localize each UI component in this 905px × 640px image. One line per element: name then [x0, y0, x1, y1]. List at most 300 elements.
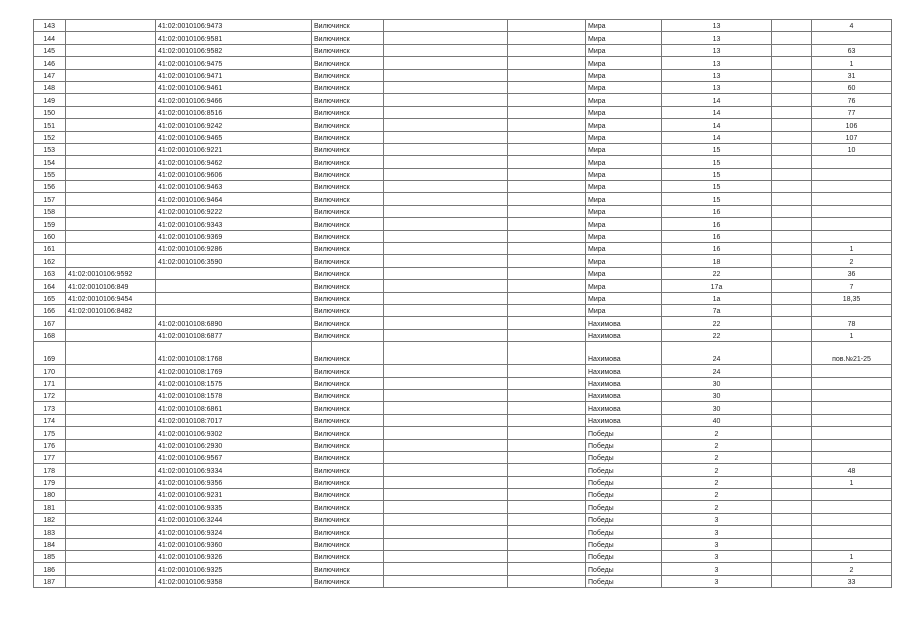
- row-number: 149: [34, 94, 66, 106]
- cadastral-number-a: [66, 243, 156, 255]
- empty-cell: [508, 255, 586, 267]
- apartment-cell: [812, 156, 892, 168]
- street-cell: Мира: [586, 106, 662, 118]
- empty-cell: [384, 32, 508, 44]
- table-row: [34, 402, 892, 414]
- cadastral-number-b: 41:02:0010106:9286: [156, 243, 312, 255]
- city-cell: Вилючинск: [312, 427, 384, 439]
- house-cell: 2: [662, 464, 772, 476]
- empty-cell: [384, 230, 508, 242]
- house-cell: 2: [662, 427, 772, 439]
- empty-cell: [508, 451, 586, 463]
- house-cell: 2: [662, 489, 772, 501]
- empty-cell: [384, 81, 508, 93]
- city-cell: Вилючинск: [312, 304, 384, 316]
- row-number: 183: [34, 526, 66, 538]
- empty-cell: [508, 57, 586, 69]
- apartment-cell: [812, 377, 892, 389]
- apartment-cell: 31: [812, 69, 892, 81]
- street-cell: Мира: [586, 168, 662, 180]
- apartment-cell: 1: [812, 243, 892, 255]
- street-cell: Победы: [586, 451, 662, 463]
- city-cell: Вилючинск: [312, 513, 384, 525]
- empty-cell: [384, 57, 508, 69]
- table-row: [34, 464, 892, 476]
- row-number: 180: [34, 489, 66, 501]
- row-number: 144: [34, 32, 66, 44]
- empty-cell: [384, 193, 508, 205]
- street-cell: Победы: [586, 464, 662, 476]
- apartment-cell: 1: [812, 551, 892, 563]
- house-cell: 2: [662, 501, 772, 513]
- empty-cell: [772, 280, 812, 292]
- property-register-table: [33, 19, 892, 588]
- city-cell: Вилючинск: [312, 389, 384, 401]
- house-cell: 15: [662, 181, 772, 193]
- table-body: [34, 20, 892, 588]
- apartment-cell: 106: [812, 119, 892, 131]
- empty-cell: [772, 292, 812, 304]
- apartment-cell: 60: [812, 81, 892, 93]
- cadastral-number-a: [66, 389, 156, 401]
- street-cell: Мира: [586, 255, 662, 267]
- row-number: 184: [34, 538, 66, 550]
- cadastral-number-a: [66, 317, 156, 329]
- house-cell: 2: [662, 439, 772, 451]
- city-cell: Вилючинск: [312, 32, 384, 44]
- empty-cell: [772, 205, 812, 217]
- table-row: [34, 342, 892, 365]
- street-cell: Победы: [586, 439, 662, 451]
- table-row: [34, 476, 892, 488]
- street-cell: Мира: [586, 304, 662, 316]
- row-number: 168: [34, 329, 66, 341]
- cadastral-number-b: 41:02:0010106:9475: [156, 57, 312, 69]
- row-number: 159: [34, 218, 66, 230]
- cadastral-number-b: 41:02:0010106:9462: [156, 156, 312, 168]
- empty-cell: [772, 501, 812, 513]
- cadastral-number-b: 41:02:0010106:9222: [156, 205, 312, 217]
- apartment-cell: [812, 304, 892, 316]
- table-row: [34, 489, 892, 501]
- table-row: [34, 230, 892, 242]
- table-row: [34, 32, 892, 44]
- table-row: [34, 414, 892, 426]
- apartment-cell: [812, 230, 892, 242]
- house-cell: 22: [662, 267, 772, 279]
- row-number: 178: [34, 464, 66, 476]
- cadastral-number-b: 41:02:0010106:2930: [156, 439, 312, 451]
- apartment-cell: 4: [812, 20, 892, 32]
- apartment-cell: 1: [812, 329, 892, 341]
- empty-cell: [508, 243, 586, 255]
- cadastral-number-b: 41:02:0010106:9473: [156, 20, 312, 32]
- street-cell: Мира: [586, 143, 662, 155]
- street-cell: Победы: [586, 526, 662, 538]
- city-cell: Вилючинск: [312, 439, 384, 451]
- cadastral-number-b: 41:02:0010108:6861: [156, 402, 312, 414]
- table-row: [34, 119, 892, 131]
- table-row: [34, 292, 892, 304]
- table-row: [34, 280, 892, 292]
- house-cell: 3: [662, 575, 772, 587]
- cadastral-number-a: 41:02:0010106:9454: [66, 292, 156, 304]
- empty-cell: [384, 575, 508, 587]
- empty-cell: [384, 304, 508, 316]
- empty-cell: [384, 377, 508, 389]
- cadastral-number-a: [66, 131, 156, 143]
- city-cell: Вилючинск: [312, 205, 384, 217]
- row-number: 143: [34, 20, 66, 32]
- apartment-cell: [812, 402, 892, 414]
- empty-cell: [508, 181, 586, 193]
- house-cell: 14: [662, 106, 772, 118]
- street-cell: Нахимова: [586, 365, 662, 377]
- cadastral-number-b: 41:02:0010106:9231: [156, 489, 312, 501]
- empty-cell: [508, 464, 586, 476]
- empty-cell: [384, 563, 508, 575]
- street-cell: Мира: [586, 44, 662, 56]
- row-number: 167: [34, 317, 66, 329]
- house-cell: 3: [662, 538, 772, 550]
- empty-cell: [508, 156, 586, 168]
- empty-cell: [508, 439, 586, 451]
- table-row: [34, 44, 892, 56]
- house-cell: 24: [662, 342, 772, 365]
- house-cell: 16: [662, 243, 772, 255]
- empty-cell: [772, 377, 812, 389]
- empty-cell: [508, 218, 586, 230]
- empty-cell: [508, 193, 586, 205]
- city-cell: Вилючинск: [312, 243, 384, 255]
- house-cell: 3: [662, 551, 772, 563]
- empty-cell: [772, 563, 812, 575]
- empty-cell: [384, 181, 508, 193]
- street-cell: Мира: [586, 69, 662, 81]
- table-row: [34, 526, 892, 538]
- street-cell: Мира: [586, 292, 662, 304]
- row-number: 148: [34, 81, 66, 93]
- empty-cell: [384, 131, 508, 143]
- house-cell: 16: [662, 218, 772, 230]
- cadastral-number-b: 41:02:0010106:9221: [156, 143, 312, 155]
- street-cell: Мира: [586, 230, 662, 242]
- cadastral-number-a: [66, 526, 156, 538]
- city-cell: Вилючинск: [312, 402, 384, 414]
- row-number: 171: [34, 377, 66, 389]
- empty-cell: [508, 106, 586, 118]
- cadastral-number-b: 41:02:0010106:9466: [156, 94, 312, 106]
- house-cell: 13: [662, 69, 772, 81]
- table-row: [34, 243, 892, 255]
- house-cell: 7а: [662, 304, 772, 316]
- cadastral-number-b: 41:02:0010106:9343: [156, 218, 312, 230]
- empty-cell: [772, 304, 812, 316]
- street-cell: Победы: [586, 575, 662, 587]
- cadastral-number-a: [66, 81, 156, 93]
- house-cell: 30: [662, 402, 772, 414]
- city-cell: Вилючинск: [312, 489, 384, 501]
- city-cell: Вилючинск: [312, 131, 384, 143]
- empty-cell: [772, 402, 812, 414]
- cadastral-number-a: [66, 575, 156, 587]
- empty-cell: [508, 81, 586, 93]
- empty-cell: [508, 205, 586, 217]
- empty-cell: [508, 538, 586, 550]
- table-row: [34, 501, 892, 513]
- street-cell: Победы: [586, 563, 662, 575]
- city-cell: Вилючинск: [312, 292, 384, 304]
- house-cell: 30: [662, 389, 772, 401]
- city-cell: Вилючинск: [312, 230, 384, 242]
- cadastral-number-b: 41:02:0010106:8516: [156, 106, 312, 118]
- table-row: [34, 304, 892, 316]
- apartment-cell: 36: [812, 267, 892, 279]
- cadastral-number-a: [66, 377, 156, 389]
- empty-cell: [384, 267, 508, 279]
- apartment-cell: 2: [812, 255, 892, 267]
- table-row: [34, 181, 892, 193]
- empty-cell: [384, 451, 508, 463]
- empty-cell: [384, 402, 508, 414]
- city-cell: Вилючинск: [312, 267, 384, 279]
- house-cell: 40: [662, 414, 772, 426]
- table-row: [34, 131, 892, 143]
- cadastral-number-a: [66, 563, 156, 575]
- empty-cell: [772, 526, 812, 538]
- empty-cell: [508, 414, 586, 426]
- row-number: 175: [34, 427, 66, 439]
- cadastral-number-b: 41:02:0010106:9461: [156, 81, 312, 93]
- cadastral-number-b: 41:02:0010106:9369: [156, 230, 312, 242]
- empty-cell: [508, 292, 586, 304]
- cadastral-number-b: 41:02:0010106:9325: [156, 563, 312, 575]
- street-cell: Мира: [586, 94, 662, 106]
- apartment-cell: [812, 538, 892, 550]
- row-number: 186: [34, 563, 66, 575]
- street-cell: Мира: [586, 57, 662, 69]
- table-row: [34, 106, 892, 118]
- apartment-cell: 76: [812, 94, 892, 106]
- cadastral-number-b: 41:02:0010106:3590: [156, 255, 312, 267]
- row-number: 153: [34, 143, 66, 155]
- cadastral-number-a: [66, 342, 156, 365]
- apartment-cell: [812, 451, 892, 463]
- empty-cell: [384, 280, 508, 292]
- street-cell: Нахимова: [586, 414, 662, 426]
- city-cell: Вилючинск: [312, 317, 384, 329]
- cadastral-number-a: [66, 32, 156, 44]
- street-cell: Победы: [586, 538, 662, 550]
- table-row: [34, 563, 892, 575]
- cadastral-number-b: 41:02:0010106:9358: [156, 575, 312, 587]
- apartment-cell: [812, 489, 892, 501]
- empty-cell: [384, 205, 508, 217]
- empty-cell: [384, 476, 508, 488]
- cadastral-number-b: 41:02:0010106:9326: [156, 551, 312, 563]
- city-cell: Вилючинск: [312, 44, 384, 56]
- empty-cell: [508, 342, 586, 365]
- house-cell: 2: [662, 476, 772, 488]
- empty-cell: [772, 181, 812, 193]
- empty-cell: [772, 267, 812, 279]
- house-cell: 1а: [662, 292, 772, 304]
- cadastral-number-a: [66, 218, 156, 230]
- cadastral-number-a: [66, 57, 156, 69]
- empty-cell: [384, 538, 508, 550]
- city-cell: Вилючинск: [312, 69, 384, 81]
- empty-cell: [384, 464, 508, 476]
- cadastral-number-a: [66, 451, 156, 463]
- row-number: 172: [34, 389, 66, 401]
- house-cell: 15: [662, 168, 772, 180]
- empty-cell: [384, 513, 508, 525]
- row-number: 156: [34, 181, 66, 193]
- city-cell: Вилючинск: [312, 563, 384, 575]
- apartment-cell: [812, 389, 892, 401]
- city-cell: Вилючинск: [312, 538, 384, 550]
- apartment-cell: 77: [812, 106, 892, 118]
- cadastral-number-b: 41:02:0010106:3244: [156, 513, 312, 525]
- empty-cell: [772, 44, 812, 56]
- cadastral-number-a: [66, 538, 156, 550]
- street-cell: Победы: [586, 501, 662, 513]
- table-row: [34, 193, 892, 205]
- city-cell: Вилючинск: [312, 143, 384, 155]
- apartment-cell: [812, 414, 892, 426]
- apartment-cell: 7: [812, 280, 892, 292]
- cadastral-number-a: [66, 20, 156, 32]
- row-number: 155: [34, 168, 66, 180]
- table-row: [34, 267, 892, 279]
- cadastral-number-a: [66, 501, 156, 513]
- street-cell: Мира: [586, 181, 662, 193]
- cadastral-number-a: [66, 44, 156, 56]
- empty-cell: [384, 255, 508, 267]
- street-cell: Нахимова: [586, 402, 662, 414]
- row-number: 162: [34, 255, 66, 267]
- house-cell: 13: [662, 81, 772, 93]
- apartment-cell: 33: [812, 575, 892, 587]
- row-number: 163: [34, 267, 66, 279]
- row-number: 154: [34, 156, 66, 168]
- empty-cell: [508, 501, 586, 513]
- row-number: 147: [34, 69, 66, 81]
- cadastral-number-b: 41:02:0010108:1578: [156, 389, 312, 401]
- empty-cell: [508, 489, 586, 501]
- empty-cell: [772, 551, 812, 563]
- cadastral-number-a: 41:02:0010106:849: [66, 280, 156, 292]
- empty-cell: [508, 131, 586, 143]
- table-row: [34, 317, 892, 329]
- cadastral-number-a: [66, 181, 156, 193]
- empty-cell: [772, 119, 812, 131]
- cadastral-number-a: [66, 69, 156, 81]
- empty-cell: [384, 551, 508, 563]
- cadastral-number-a: [66, 255, 156, 267]
- row-number: 166: [34, 304, 66, 316]
- empty-cell: [508, 551, 586, 563]
- table-row: [34, 551, 892, 563]
- cadastral-number-b: 41:02:0010106:9302: [156, 427, 312, 439]
- empty-cell: [384, 218, 508, 230]
- empty-cell: [508, 44, 586, 56]
- empty-cell: [772, 57, 812, 69]
- city-cell: Вилючинск: [312, 255, 384, 267]
- street-cell: Победы: [586, 551, 662, 563]
- empty-cell: [772, 20, 812, 32]
- cadastral-number-a: [66, 94, 156, 106]
- house-cell: 3: [662, 513, 772, 525]
- cadastral-number-a: [66, 365, 156, 377]
- cadastral-number-a: 41:02:0010106:9592: [66, 267, 156, 279]
- apartment-cell: 63: [812, 44, 892, 56]
- cadastral-number-a: [66, 119, 156, 131]
- street-cell: Мира: [586, 20, 662, 32]
- table-row: [34, 538, 892, 550]
- apartment-cell: [812, 218, 892, 230]
- city-cell: Вилючинск: [312, 476, 384, 488]
- cadastral-number-b: 41:02:0010106:9582: [156, 44, 312, 56]
- cadastral-number-a: [66, 476, 156, 488]
- empty-cell: [508, 143, 586, 155]
- empty-cell: [772, 230, 812, 242]
- empty-cell: [508, 317, 586, 329]
- apartment-cell: [812, 365, 892, 377]
- row-number: 179: [34, 476, 66, 488]
- house-cell: 13: [662, 20, 772, 32]
- table-row: [34, 94, 892, 106]
- table-row: [34, 168, 892, 180]
- row-number: 150: [34, 106, 66, 118]
- table-row: [34, 389, 892, 401]
- cadastral-number-a: [66, 427, 156, 439]
- row-number: 169: [34, 342, 66, 365]
- city-cell: Вилючинск: [312, 414, 384, 426]
- row-number: 187: [34, 575, 66, 587]
- street-cell: Победы: [586, 513, 662, 525]
- cadastral-number-b: 41:02:0010106:9334: [156, 464, 312, 476]
- apartment-cell: 78: [812, 317, 892, 329]
- empty-cell: [508, 526, 586, 538]
- cadastral-number-b: [156, 280, 312, 292]
- table-row: [34, 575, 892, 587]
- cadastral-number-b: [156, 267, 312, 279]
- house-cell: 14: [662, 94, 772, 106]
- house-cell: 13: [662, 32, 772, 44]
- city-cell: Вилючинск: [312, 342, 384, 365]
- empty-cell: [772, 464, 812, 476]
- empty-cell: [384, 292, 508, 304]
- city-cell: Вилючинск: [312, 119, 384, 131]
- cadastral-number-b: [156, 292, 312, 304]
- empty-cell: [508, 69, 586, 81]
- city-cell: Вилючинск: [312, 181, 384, 193]
- cadastral-number-b: 41:02:0010108:1768: [156, 342, 312, 365]
- apartment-cell: [812, 526, 892, 538]
- apartment-cell: 107: [812, 131, 892, 143]
- table-row: [34, 439, 892, 451]
- row-number: 185: [34, 551, 66, 563]
- empty-cell: [384, 317, 508, 329]
- empty-cell: [384, 427, 508, 439]
- apartment-cell: [812, 501, 892, 513]
- apartment-cell: [812, 181, 892, 193]
- empty-cell: [508, 377, 586, 389]
- house-cell: 3: [662, 563, 772, 575]
- city-cell: Вилючинск: [312, 551, 384, 563]
- empty-cell: [508, 427, 586, 439]
